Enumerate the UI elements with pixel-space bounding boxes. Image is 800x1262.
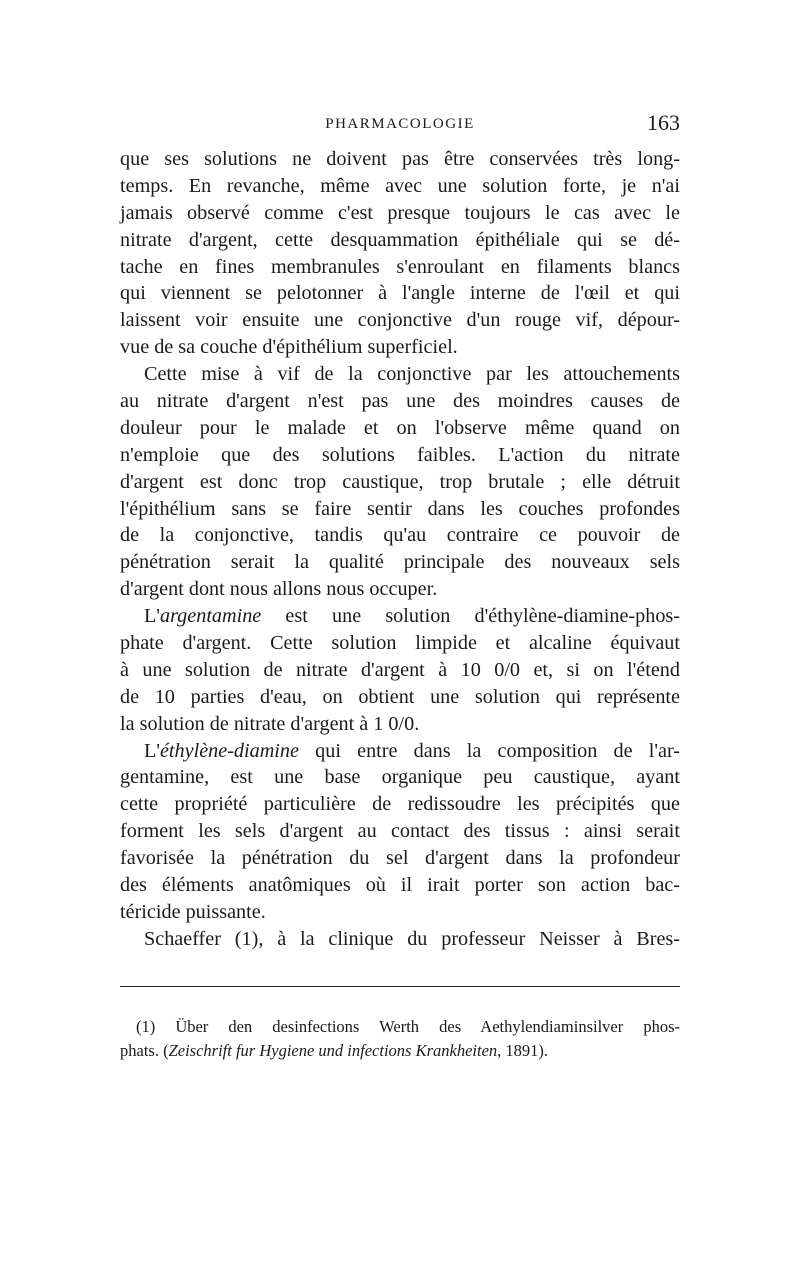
text-line: au nitrate d'argent n'est pas une des moindres causes de	[120, 390, 680, 413]
text-line: jamais observé comme c'est presque toujours le cas avec le	[120, 201, 680, 224]
footnote-suffix: , 1891).	[497, 1041, 549, 1060]
text-line: forment les sels d'argent au contact des tissus : ainsi serait	[120, 820, 680, 843]
text-line: des éléments anatômiques où il irait porter son action bac-	[120, 874, 680, 897]
text-line: nitrate d'argent, cette desquammation épithéliale qui se dé-	[120, 228, 680, 251]
text-line: d'argent est donc trop caustique, trop brutale ; elle détruit	[120, 470, 680, 493]
italic-prefix: L'	[144, 739, 160, 762]
paragraph	[120, 361, 680, 603]
text-line: de 10 parties d'eau, on obtient une solution qui représente	[120, 685, 680, 708]
line-rest: est une solution d'éthylène-diamine-phos-	[261, 605, 680, 628]
running-title: PHARMACOLOGIE	[325, 116, 475, 132]
footnote	[120, 1015, 680, 1063]
journal-title: Zeischrift fur Hygiene und infections Krankheiten	[168, 1041, 498, 1060]
text-line: téricide puissante.	[120, 900, 266, 923]
body-text	[120, 146, 680, 953]
text-line: laissent voir ensuite une conjonctive d'un rouge vif, dépour-	[120, 309, 680, 332]
page-number: 163	[647, 110, 680, 135]
paragraph	[120, 926, 680, 953]
footnote-prefix: phats. (	[120, 1041, 169, 1060]
text-line: douleur pour le malade et on l'observe même quand on	[120, 416, 680, 439]
text-line: cette propriété particulière de redissoudre les précipités que	[120, 793, 680, 816]
text-line: Cette mise à vif de la conjonctive par les attouchements	[144, 363, 680, 386]
paragraph	[120, 146, 680, 361]
text-line: de la conjonctive, tandis qu'au contraire ce pouvoir de	[120, 524, 680, 547]
text-line: qui viennent se pelotonner à l'angle interne de l'œil et qui	[120, 282, 680, 305]
text-line: que ses solutions ne doivent pas être conservées très long-	[120, 148, 680, 170]
paragraph	[120, 603, 680, 737]
text-line: phate d'argent. Cette solution limpide et alcaline équivaut	[120, 632, 680, 655]
footnote-divider	[120, 986, 680, 987]
text-line: Schaeffer (1), à la clinique du professeur Neisser à Bres-	[144, 927, 680, 950]
text-line: l'épithélium sans se faire sentir dans les couches profondes	[120, 497, 680, 520]
text-line: d'argent dont nous allons nous occuper.	[120, 578, 438, 601]
footnote-line	[120, 1039, 680, 1063]
footnote-line: (1) Über den desinfections Werth des Aethylendiaminsilver phos-	[136, 1017, 680, 1036]
text-line	[120, 603, 680, 630]
text-line: temps. En revanche, même avec une solution forte, je n'ai	[120, 174, 680, 197]
term-argentamine: argentamine	[159, 605, 262, 628]
line-rest: qui entre dans la composition de l'ar-	[298, 739, 680, 762]
italic-prefix: L'	[144, 605, 160, 628]
text-line: à une solution de nitrate d'argent à 10 0/0 et, si on l'étend	[120, 658, 680, 681]
page-header	[120, 110, 680, 140]
term-ethylene-diamine: éthylène-diamine	[159, 739, 299, 762]
text-line: n'emploie que des solutions faibles. L'action du nitrate	[120, 443, 680, 466]
text-line: favorisée la pénétration du sel d'argent dans la profondeur	[120, 847, 680, 870]
paragraph	[120, 738, 680, 926]
text-line: gentamine, est une base organique peu caustique, ayant	[120, 766, 680, 789]
text-line: tache en fines membranules s'enroulant en filaments blancs	[120, 255, 680, 278]
text-line: vue de sa couche d'épithélium superficiel.	[120, 336, 458, 359]
text-line: pénétration serait la qualité principale des nouveaux sels	[120, 551, 680, 574]
text-line	[120, 738, 680, 765]
text-line: la solution de nitrate d'argent à 1 0/0.	[120, 712, 420, 735]
